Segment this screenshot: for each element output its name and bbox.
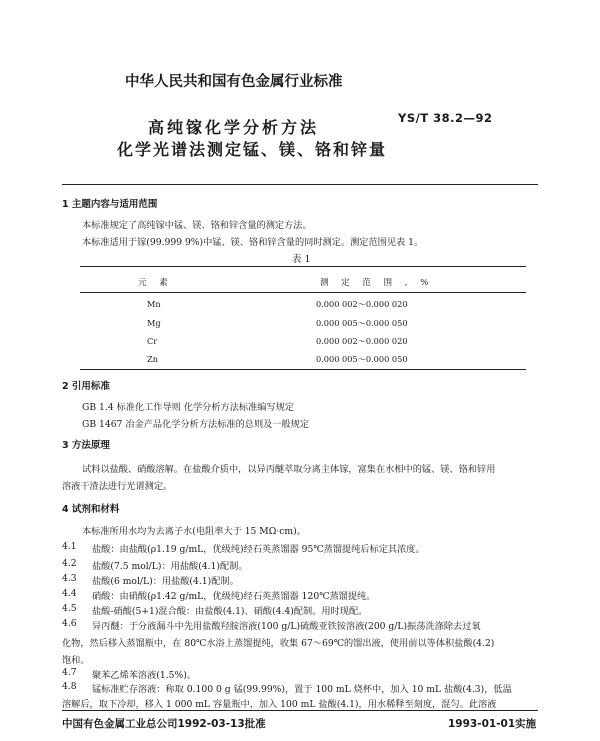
item-number: 4.1 xyxy=(62,541,77,552)
reference-1: GB 1.4 标准化工作导则 化学分析方法标准编写规定 xyxy=(82,402,295,413)
section-1-heading: 1 主题内容与适用范围 xyxy=(62,199,158,210)
section-3-heading: 3 方法原理 xyxy=(62,440,110,451)
table-header-rule xyxy=(80,292,526,293)
item-text: 硝酸：由硝酸(ρ1.42 g/mL，优级纯)经石英蒸馏器 120℃蒸馏提纯。 xyxy=(92,591,376,602)
table-cell-range: 0.000 005～0.000 050 xyxy=(316,318,408,328)
approval-info: 中国有色金属工业总公司1992-03-13批准 xyxy=(62,718,266,730)
item-text: 盐酸：由盐酸(ρ1.19 g/mL，优级纯)经石英蒸馏器 95℃蒸馏提纯后标定其浓度。 xyxy=(92,544,425,555)
table-bottom-rule xyxy=(80,369,526,370)
table-header-element: 元 素 xyxy=(138,278,173,288)
table-header-range: 测 定 范 围 , % xyxy=(320,278,434,288)
table-top-rule xyxy=(80,266,526,267)
standard-code: YS/T 38.2—92 xyxy=(398,111,493,125)
item-text: 锰标准贮存溶液：称取 0.100 0 g 锰(99.99%)，置于 100 mL 烧杯中，加入 10 mL 盐酸(4.3)，低温 xyxy=(92,684,512,695)
section-3-paragraph-line-2: 溶液干渣法进行光谱测定。 xyxy=(62,481,173,492)
item-number: 4.5 xyxy=(62,603,77,614)
item-text: 盐酸-硝酸(5+1)混合酸：由盐酸(4.1)、硝酸(4.4)配制。用时现配。 xyxy=(92,606,368,617)
section-2-heading: 2 引用标准 xyxy=(62,381,110,392)
item-number: 4.3 xyxy=(62,573,77,584)
table-cell-element: Cr xyxy=(147,336,158,346)
item-text-continued: 化物，然后移入蒸馏瓶中，在 80℃水浴上蒸馏提纯，收集 67～69℃的馏出液，使用前以等体积盐酸(4.2) xyxy=(62,638,495,649)
title-line-2: 化学光谱法测定锰、镁、铬和锌量 xyxy=(117,140,388,159)
section-4-intro: 本标准所用水均为去离子水(电阻率大于 15 MΩ·cm)。 xyxy=(82,526,306,537)
table-cell-range: 0.000 005～0.000 050 xyxy=(316,354,408,364)
implementation-date: 1993-01-01实施 xyxy=(448,718,537,730)
item-number: 4.8 xyxy=(62,681,77,692)
reference-2: GB 1467 冶金产品化学分析方法标准的总则及一般规定 xyxy=(82,419,310,430)
table-1-caption: 表 1 xyxy=(292,254,311,265)
footer-divider xyxy=(62,710,538,711)
item-text: 聚苯乙烯苯溶液(1.5%)。 xyxy=(92,670,197,681)
item-text: 异丙醚：于分液漏斗中先用盐酸羟胺溶液(100 g/L)硫酸亚铁铵溶液(200 g/L)振荡洗涤除去过氧 xyxy=(92,621,481,632)
section-4-heading: 4 试剂和材料 xyxy=(62,504,120,515)
item-number: 4.6 xyxy=(62,618,77,629)
section-3-paragraph-line-1: 试料以盐酸、硝酸溶解。在盐酸介质中，以异丙醚萃取分离主体镓，富集在水相中的锰、镁、铬和锌用 xyxy=(82,464,496,475)
table-cell-element: Zn xyxy=(147,354,158,364)
section-1-paragraph-1: 本标准规定了高纯镓中锰、镁、铬和锌含量的测定方法。 xyxy=(82,220,312,231)
table-cell-range: 0.000 002～0.000 020 xyxy=(316,336,408,346)
organization-heading: 中华人民共和国有色金属行业标准 xyxy=(125,74,343,90)
table-cell-element: Mn xyxy=(147,299,161,309)
item-number: 4.7 xyxy=(62,667,77,678)
title-line-1: 高纯镓化学分析方法 xyxy=(148,118,320,137)
item-text-continued: 饱和。 xyxy=(62,655,90,666)
item-text: 盐酸(7.5 mol/L)：用盐酸(4.1)配制。 xyxy=(92,561,248,572)
table-cell-range: 0.000 002～0.000 020 xyxy=(316,299,408,309)
table-cell-element: Mg xyxy=(147,318,161,328)
item-text-continued: 溶解后，取下冷却，移入 1 000 mL 容量瓶中，加入 100 mL 盐酸(4.1)，用水稀释至刻度，混匀。此溶液 xyxy=(62,699,497,710)
item-text: 盐酸(6 mol/L)：用盐酸(4.1)配制。 xyxy=(92,576,239,587)
item-number: 4.2 xyxy=(62,558,77,569)
item-number: 4.4 xyxy=(62,588,77,599)
section-1-paragraph-2: 本标准适用于镓(99.999 9%)中锰、镁、铬和锌含量的同时测定。测定范围见表 1。 xyxy=(82,237,424,248)
header-divider xyxy=(62,184,538,185)
